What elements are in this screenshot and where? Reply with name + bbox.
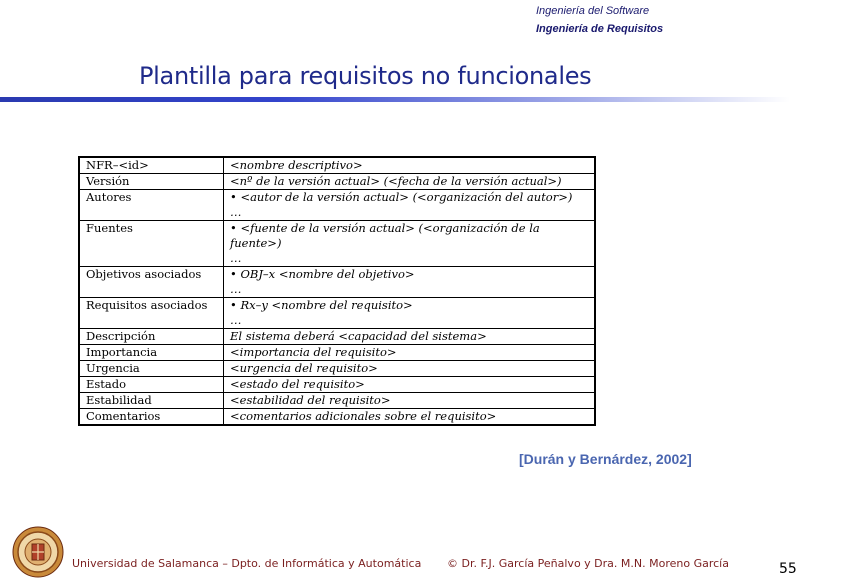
field-value-cell (224, 345, 596, 361)
slide-title: Plantilla para requisitos no funcionales (139, 62, 592, 90)
field-value-text: • OBJ–x <nombre del objetivo> (230, 267, 415, 281)
field-name-cell: Objetivos asociados (79, 267, 224, 298)
footer-authors: © Dr. F.J. García Peñalvo y Dra. M.N. Moreno García (447, 557, 729, 570)
table-row (79, 361, 595, 377)
field-name-cell: Estado (79, 377, 224, 393)
citation: [Durán y Bernárdez, 2002] (519, 451, 692, 467)
field-value-text: <nombre descriptivo> (230, 158, 363, 172)
field-value-cell (224, 393, 596, 409)
field-name-cell: NFR–<id> (79, 157, 224, 174)
field-value-text: <estado del requisito> (230, 377, 365, 391)
field-name-cell: Requisitos asociados (79, 298, 224, 329)
field-name-cell: Versión (79, 174, 224, 190)
field-name-cell: Autores (79, 190, 224, 221)
field-value-text: • Rx–y <nombre del requisito> (230, 298, 413, 312)
field-value-cell (224, 221, 596, 267)
table-row (79, 393, 595, 409)
field-value-cell (224, 298, 596, 329)
requirements-template-table (78, 156, 596, 426)
table-row (79, 190, 595, 221)
field-name-cell: Fuentes (79, 221, 224, 267)
table-row (79, 157, 595, 174)
table-row (79, 409, 595, 426)
field-name-cell: Urgencia (79, 361, 224, 377)
title-underline (0, 97, 790, 102)
field-value-text: El sistema deberá <capacidad del sistema> (230, 329, 487, 343)
table-row (79, 298, 595, 329)
subject-label: Ingeniería de Requisitos (536, 23, 664, 35)
continuation-ellipsis: … (230, 313, 242, 327)
table-row (79, 329, 595, 345)
field-name-cell: Importancia (79, 345, 224, 361)
field-value-text: <nº de la versión actual> (<fecha de la versión actual>) (230, 174, 562, 188)
table-row (79, 221, 595, 267)
table-row (79, 267, 595, 298)
field-value-text: • <fuente de la versión actual> (<organización de la fuente>) (230, 221, 540, 250)
field-name-cell: Estabilidad (79, 393, 224, 409)
continuation-ellipsis: … (230, 251, 242, 265)
field-name-cell: Descripción (79, 329, 224, 345)
field-value-cell (224, 157, 596, 174)
field-value-cell (224, 190, 596, 221)
field-value-cell (224, 409, 596, 426)
field-value-cell (224, 361, 596, 377)
table-row (79, 345, 595, 361)
field-value-text: <comentarios adicionales sobre el requisito> (230, 409, 497, 423)
field-value-cell (224, 267, 596, 298)
course-label: Ingeniería del Software (536, 5, 650, 17)
field-value-text: <importancia del requisito> (230, 345, 397, 359)
field-value-text: • <autor de la versión actual> (<organización del autor>) (230, 190, 573, 204)
field-name-cell: Comentarios (79, 409, 224, 426)
table-row (79, 377, 595, 393)
footer-institution: Universidad de Salamanca – Dpto. de Informática y Automática (72, 557, 422, 570)
field-value-cell (224, 329, 596, 345)
field-value-text: <estabilidad del requisito> (230, 393, 391, 407)
field-value-cell (224, 174, 596, 190)
continuation-ellipsis: … (230, 205, 242, 219)
field-value-text: <urgencia del requisito> (230, 361, 378, 375)
page-number: 55 (779, 561, 797, 577)
university-seal-icon (12, 526, 64, 578)
slide-header (536, 2, 663, 38)
field-value-cell (224, 377, 596, 393)
continuation-ellipsis: … (230, 282, 242, 296)
table-row (79, 174, 595, 190)
